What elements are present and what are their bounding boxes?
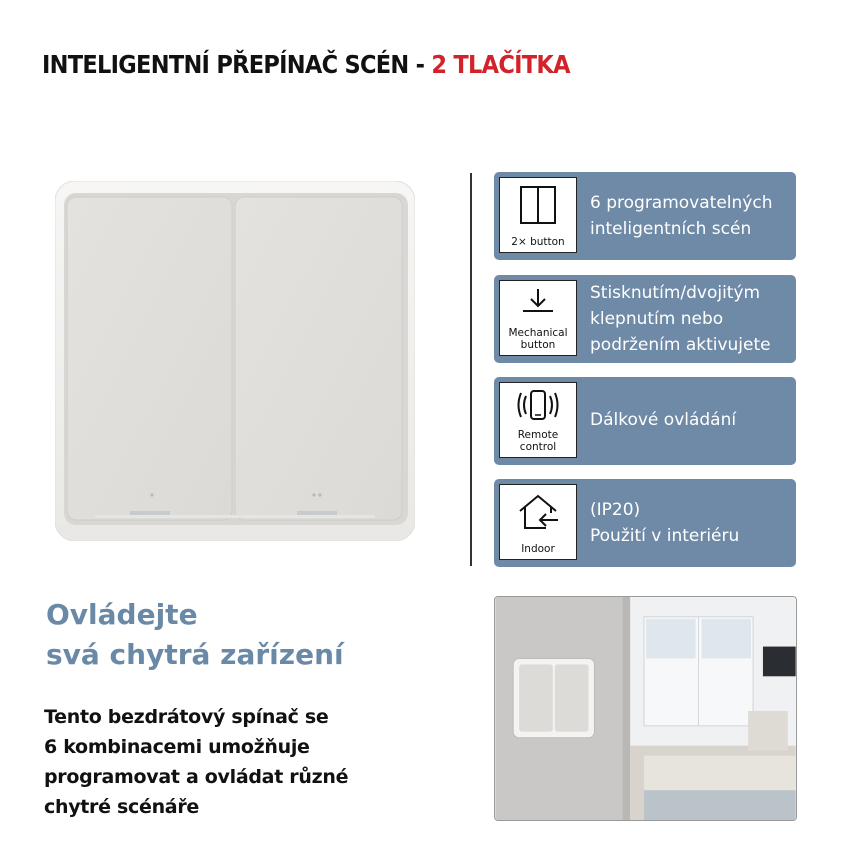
two-button-switch-icon xyxy=(518,184,558,226)
page-title xyxy=(42,50,570,79)
feature-line: Použití v interiéru xyxy=(590,526,740,546)
icon-caption: 2× button xyxy=(511,236,565,248)
feature-text xyxy=(590,190,788,242)
description xyxy=(44,702,444,822)
feature-line: Dálkové ovládání xyxy=(590,410,737,430)
feature-text xyxy=(590,407,788,433)
icon-caption xyxy=(500,429,576,453)
icon-caption-line: button xyxy=(520,339,556,351)
mechanical-press-icon xyxy=(518,287,558,321)
indoor-house-icon xyxy=(516,493,560,533)
title-main: INTELIGENTNÍ PŘEPÍNAČ SCÉN - xyxy=(42,50,432,79)
feature-text xyxy=(590,280,788,358)
feature-icon-box xyxy=(499,177,577,253)
description-line: Tento bezdrátový spínač se xyxy=(44,706,329,728)
icon-caption-line: Remote xyxy=(517,429,559,441)
description-line: programovat a ovládat různé xyxy=(44,766,349,788)
feature-line: klepnutím nebo xyxy=(590,309,724,329)
feature-indoor xyxy=(494,479,796,567)
feature-icon-box xyxy=(499,382,577,458)
icon-caption-line: control xyxy=(519,441,557,453)
feature-remote xyxy=(494,377,796,465)
headline-line: Ovládejte xyxy=(46,598,198,631)
feature-line: Stisknutím/dvojitým xyxy=(590,283,761,303)
description-line: 6 kombinacemi umožňuje xyxy=(44,736,310,758)
feature-line: inteligentních scén xyxy=(590,219,752,239)
feature-line: podržením aktivujete xyxy=(590,335,771,355)
feature-mechanical xyxy=(494,275,796,363)
switch-product-image xyxy=(55,181,415,541)
feature-scenes xyxy=(494,172,796,260)
title-accent: 2 TLAČÍTKA xyxy=(431,50,570,79)
remote-phone-icon xyxy=(516,388,560,424)
feature-text xyxy=(590,497,788,549)
vertical-divider xyxy=(470,173,472,566)
icon-caption: Indoor xyxy=(521,543,555,555)
room-photo xyxy=(494,596,797,821)
icon-caption-line: Mechanical xyxy=(508,327,568,339)
feature-icon-box xyxy=(499,484,577,560)
feature-line: 6 programovatelných xyxy=(590,193,773,213)
headline xyxy=(46,595,344,675)
description-line: chytré scénáře xyxy=(44,796,199,818)
headline-line: svá chytrá zařízení xyxy=(46,638,344,671)
feature-line: (IP20) xyxy=(590,500,641,520)
icon-caption xyxy=(500,327,576,351)
feature-icon-box xyxy=(499,280,577,356)
